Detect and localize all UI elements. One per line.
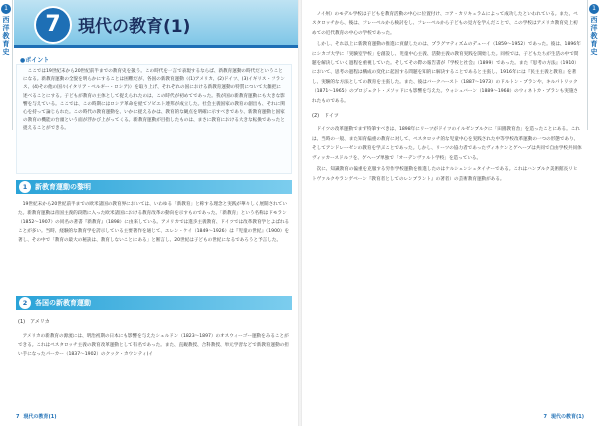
- chapter-title: 現代の教育(1): [78, 17, 191, 37]
- folio-right-title: 現代の教育(1): [550, 414, 584, 420]
- chapter-number: 7: [36, 8, 70, 42]
- right-para-3: ドイツの改革運動でまず特筆すべきは、1898年にリーツがドイツのイルゼンブルクに「田園教育舎」を造ったことにある。これは、当時の一般、また知育偏重の教育に対して、ペスタロッチ的な児童中心を実践された中等学校改革運動の一つの形態であり、そしてアンドレーゼンの教育を学ぶことであった。しかし、リーツの協力者であったヴィネケンとゲヘープは共同で自由学校共同体ヴィッカースドルフを、ゲヘープ単独で「オーデンヴァルト学校」を造っている。: [312, 127, 582, 161]
- subsection-germany: (2) ドイツ: [312, 113, 339, 120]
- right-para-4: 次に、知識教育の偏重を克服する労作学校運動を推進したのはケルシェンシュタイナーである。これはハンブルク美術館長リヒトヴァルクやランゲベーン『教育者としてのレンブラント』の著者）の芸術教育運動がある。: [312, 167, 578, 182]
- folio-left-title: 現代の教育(1): [23, 414, 57, 420]
- subsection-america: (1) アメリカ: [18, 319, 50, 325]
- folio-left: [16, 413, 57, 420]
- point-box: [16, 64, 292, 174]
- folio-right: [543, 413, 584, 420]
- side-tab-number: 1: [1, 4, 11, 14]
- section-bar-2: [16, 296, 292, 310]
- folio-right-number: 7: [543, 414, 547, 420]
- side-tab-right: [587, 0, 600, 130]
- side-tab-right-label: 西洋教育史: [590, 16, 598, 56]
- side-tab-right-number: 1: [589, 4, 599, 14]
- section-1-title: 新教育運動の黎明: [35, 183, 91, 191]
- right-page-text: [312, 10, 582, 405]
- section-1-number: 1: [19, 181, 31, 193]
- chapter-header: [14, 0, 298, 48]
- section-2-number: 2: [19, 297, 31, 309]
- right-page: [302, 0, 600, 426]
- section-1-text: 19世紀末から20世紀前半までの欧米諸国の教育界においては、いわゆる「新教育」と称する理念と実践が華々しく展開されていた。新教育運動は帝国主義的段階に入った欧米諸国における教育改革の動向を示すものであった。「新教育」という名称はドモラン（1852～1907）の同名の著書『新教育』（1898）に由来している。アメリカでは進歩主義教育、ドイツでは改革教育学とよばれることが多い。当時、経験的な教育学を誇示している主要著作を通じて、エレン・ケイ（1849～1926）は『児童の世紀』（1900）を著し、その中で「教育の最大の秘訣は、教育しないことにある」と断言し、20世紀は子どもの世紀になるであろうと予言した。: [18, 202, 290, 243]
- section-2-body: [18, 332, 290, 402]
- section-1-body: [18, 200, 290, 290]
- side-tab-label: 西洋教育史: [2, 16, 10, 56]
- right-para-1: ノイ州）のモデル学校は子どもを教育活動の中心に位置付け、コア・カリキュラムによって成功したといわれている。また、ペスタロッチから、後は、フレーベルから検討をし、フレーベルから子どもの見方を学んだことで、この学校はアメリカ教育史上初めての近代教育の中心の学校であった。: [312, 12, 578, 36]
- section-2-title: 各国の新教育運動: [35, 299, 91, 307]
- point-label: ●ポイント: [20, 57, 50, 64]
- side-tab: [0, 0, 13, 130]
- section-2-text: アメリカの新教育の源流には、明治初期の日本にも影響を与えたシェルドン（1823～1897）のオスウィーゴー運動をみることができる。これはペスタロッチ主義の教育改革運動として有名であった。また、直観教授、合科教授、単元学習などで新教育運動の担い手になったパーカー（1837～1902）のクック・カウンティ(イ: [18, 334, 289, 357]
- folio-left-number: 7: [16, 414, 20, 420]
- left-page: [0, 0, 298, 426]
- section-bar-1: [16, 180, 292, 194]
- point-text: ここでは19世紀末から20世紀前半までの教育史を扱う。この時代を一言で表現するならば、新教育運動の時代だということになる。新教育運動の全貌を明らかにすることは困難だが、各国の新教育運動（(1)アメリカ、(2)ドイツ、(3)イギリス・フランス、(4)その他の国々(イタリア・ベルギー・ロシア)）を取り上げ、それぞれの国における新教育運動の特質について大雑把に述べることにする。子どもが教育の主体として捉えられたのは、この時代が初めてであった。我が国の新教育運動にも大きな影響を与えている。ここでは、この時期にはロシア革命を経てソビエト連邦が成立した。社会主義国家の教育の創出も、それに関心を持って論じられた。この時代の教育運動を、いかに捉えるかは、教育的な観点を明確に示すべきであり、新教育運動と国家の教育の機能の台頭という面が浮かび上がってくる。新教育運動が目指したものは、まさに教育における大きな転換であったと捉えることができる。: [23, 69, 285, 132]
- right-para-2: しかし、それ以上に新教育運動の推進に貢献したのは、プラグマティズムのデューイ（1859～1952）であった。彼は、1896年にシカゴ大学に「実験室学校」を創設し、児童中心主義、活動主義の教育実践を開始した。同校では、子どもたちが生活の中で問題を解決していく過程を重視していた。そしてその際の報告書が『学校と社会』（1899）であった。また『思考の方法』（1910）において、思考の過程は構成の変化に起因する問題を知的に解決することであると主張し、1916年には『民主主義と教育』を著し、実験的な方法としての教育を主張した。また、彼はバークハースト（1887～1973）のドルトン・プランや、キルパトリック（1871～1965）のプロジェクト・メソッドにも影響を与えた。ウォシュバーン（1889～1968）のウィネトカ・プランも実施されたものである。: [312, 42, 581, 104]
